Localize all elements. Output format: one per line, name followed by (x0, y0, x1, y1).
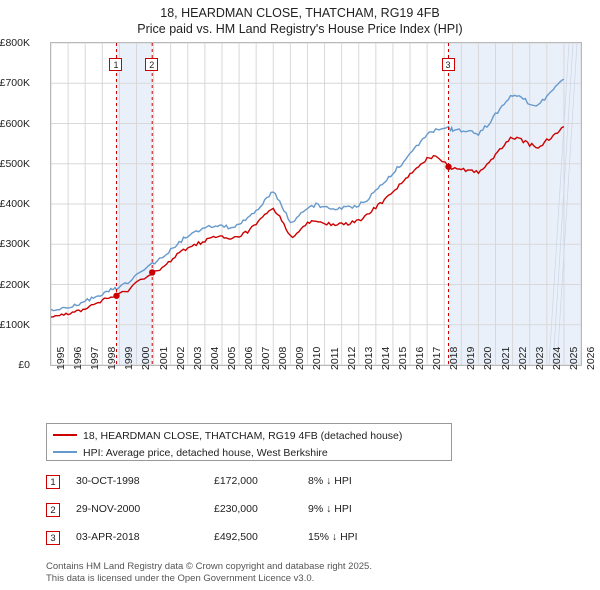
sale-hpi-delta: 9% ↓ HPI (308, 503, 352, 515)
plot-area (0, 37, 597, 371)
x-tick-label: 2020 (482, 346, 495, 370)
sale-date: 30-OCT-1998 (76, 475, 140, 487)
x-tick-label: 2023 (533, 346, 546, 370)
sale-marker-badge[interactable]: 2 (145, 58, 158, 71)
sale-price: £172,000 (214, 475, 258, 487)
y-tick-label: £600K (0, 117, 30, 130)
x-tick-label: 2014 (379, 346, 392, 370)
y-tick-label: £500K (0, 157, 30, 170)
x-tick-label: 2024 (550, 346, 563, 370)
sale-index-badge: 1 (46, 475, 60, 489)
legend-label: HPI: Average price, detached house, West Berkshire (83, 447, 328, 459)
x-tick-label: 1998 (106, 346, 119, 370)
footer-copyright: Contains HM Land Registry data © Crown copyright and database right 2025. (46, 561, 372, 572)
x-tick-label: 2010 (311, 346, 324, 370)
x-tick-label: 2019 (465, 346, 478, 370)
legend-color-swatch (53, 451, 77, 453)
x-tick-label: 1996 (72, 346, 85, 370)
sale-hpi-delta: 15% ↓ HPI (308, 531, 358, 543)
sale-price: £492,500 (214, 531, 258, 543)
footer-licence: This data is licensed under the Open Government Licence v3.0. (46, 573, 315, 584)
sale-row (46, 531, 446, 547)
sale-marker-badge[interactable]: 3 (442, 58, 455, 71)
chart-svg (51, 43, 581, 365)
x-tick-label: 2003 (191, 346, 204, 370)
x-tick-label: 2016 (414, 346, 427, 370)
sale-index-badge: 3 (46, 531, 60, 545)
x-tick-label: 2009 (294, 346, 307, 370)
x-tick-label: 2007 (260, 346, 273, 370)
page-subtitle: Price paid vs. HM Land Registry's House Price Index (HPI) (137, 22, 463, 36)
x-tick-label: 2011 (328, 347, 341, 370)
legend-item (53, 447, 328, 461)
y-tick-label: £0 (18, 359, 30, 371)
x-tick-label: 1995 (55, 346, 67, 370)
y-tick-label: £100K (0, 318, 30, 331)
sale-date: 29-NOV-2000 (76, 503, 141, 515)
page-title: 18, HEARDMAN CLOSE, THATCHAM, RG19 4FB (160, 6, 440, 20)
y-tick-label: £800K (0, 37, 30, 49)
sale-row (46, 503, 446, 519)
x-tick-label: 2015 (396, 346, 409, 370)
x-tick-label: 2000 (140, 346, 153, 370)
x-tick-label: 2008 (277, 346, 290, 370)
sale-row (46, 475, 446, 491)
x-tick-label: 2001 (157, 346, 170, 370)
legend-color-swatch (53, 434, 77, 436)
x-tick-label: 2006 (243, 346, 256, 370)
plot-canvas (50, 42, 582, 366)
y-tick-label: £300K (0, 238, 30, 251)
x-tick-label: 2018 (448, 346, 461, 370)
x-tick-label: 2021 (499, 346, 512, 370)
x-tick-label: 1999 (123, 346, 136, 370)
x-tick-label: 2025 (567, 346, 580, 370)
x-tick-label: 2002 (174, 346, 187, 370)
legend (46, 423, 452, 461)
sale-index-badge: 2 (46, 503, 60, 517)
sale-hpi-delta: 8% ↓ HPI (308, 475, 352, 487)
y-tick-label: £700K (0, 77, 30, 90)
x-tick-label: 2012 (345, 346, 358, 370)
y-tick-label: £400K (0, 198, 30, 210)
legend-item (53, 430, 402, 444)
sale-price: £230,000 (214, 503, 258, 515)
sale-marker-badge[interactable]: 1 (109, 58, 122, 71)
x-tick-label: 2017 (431, 346, 444, 370)
x-tick-label: 2004 (208, 346, 221, 370)
x-tick-label: 2013 (362, 346, 375, 370)
x-tick-label: 2026 (585, 346, 597, 370)
sale-date: 03-APR-2018 (76, 531, 140, 543)
x-tick-label: 2005 (225, 346, 238, 370)
x-tick-label: 2022 (516, 346, 529, 370)
legend-label: 18, HEARDMAN CLOSE, THATCHAM, RG19 4FB (detached house) (83, 430, 403, 442)
y-tick-label: £200K (0, 278, 30, 291)
x-tick-label: 1997 (89, 346, 102, 370)
